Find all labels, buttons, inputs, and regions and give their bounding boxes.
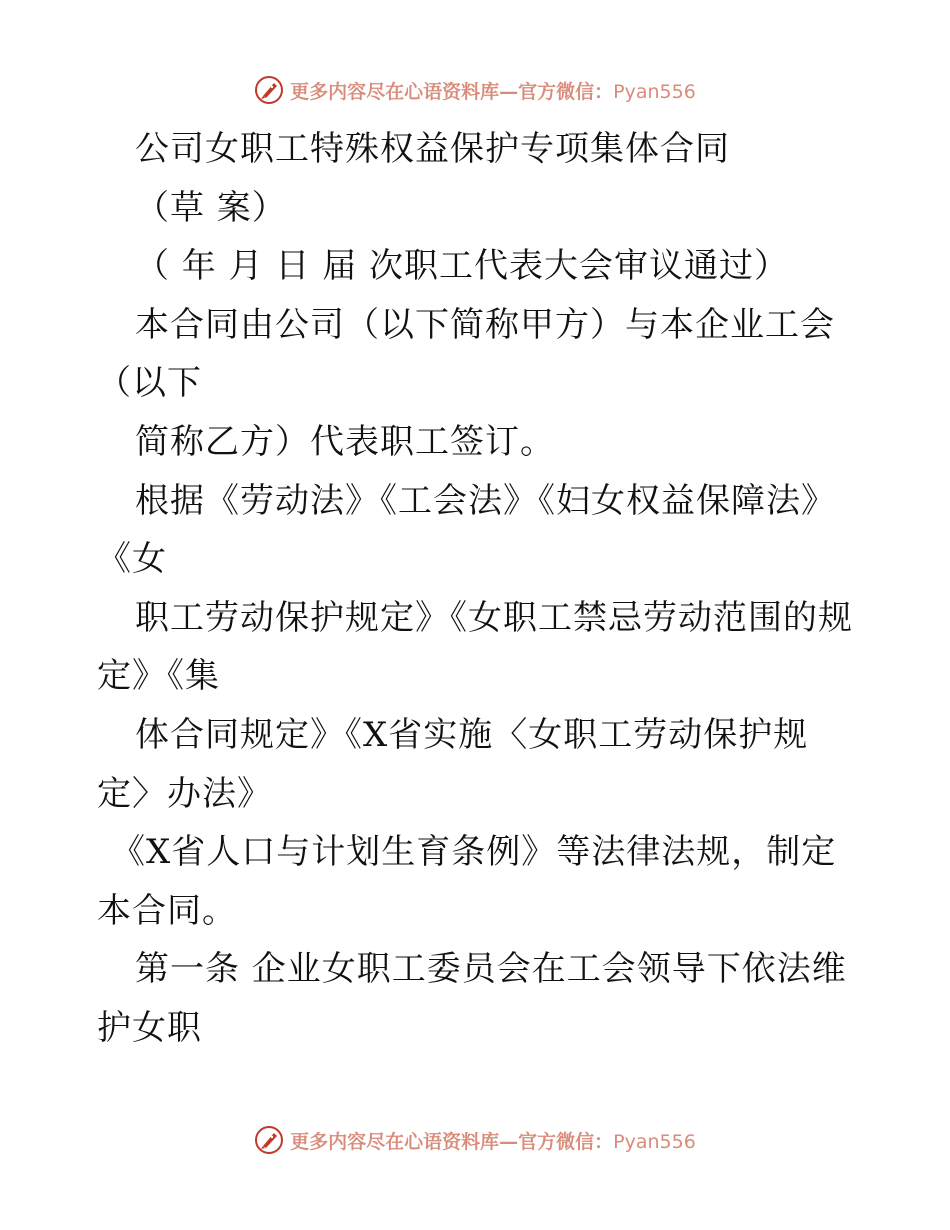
paragraph-line: 《女 [97, 539, 167, 580]
paragraph-line: 体合同规定》《X省实施〈女职工劳动保护规 [135, 714, 809, 755]
paragraph-line: 本合同。 [97, 890, 237, 931]
header-watermark [0, 70, 950, 110]
paragraph-line: 本合同由公司（以下简称甲方）与本企业工会 [135, 304, 835, 345]
paragraph-line: 根据《劳动法》《工会法》《妇女权益保障法》 [135, 480, 836, 521]
footer-watermark [0, 1120, 950, 1160]
paragraph-line: （以下 [97, 363, 202, 404]
paragraph-line: 《X省人口与计划生育条例》等法律法规，制定 [111, 832, 837, 873]
paragraph-line: 简称乙方）代表职工签订。 [135, 421, 555, 462]
paragraph-line: 定》《集 [97, 656, 220, 697]
pen-nib-logo-icon [254, 75, 284, 105]
document-body [97, 120, 857, 1058]
approval-note: （ 年 月 日 届 次职工代表大会审议通过） [135, 246, 790, 287]
draft-label: （草 案） [135, 187, 287, 228]
article-heading: 第一条 企业女职工委员会在工会领导下依法维 [135, 949, 847, 990]
paragraph-line: 定〉办法》 [97, 773, 272, 814]
document-title: 公司女职工特殊权益保护专项集体合同 [135, 129, 730, 169]
paragraph-line: 职工劳动保护规定》《女职工禁忌劳动范围的规 [135, 597, 853, 638]
watermark-text: 更多内容尽在心语资料库—官方微信：Pyan556 [290, 1130, 696, 1153]
paragraph-line: 护女职 [97, 1007, 202, 1048]
pen-nib-logo-icon [254, 1125, 284, 1155]
watermark-text: 更多内容尽在心语资料库—官方微信：Pyan556 [290, 80, 696, 103]
